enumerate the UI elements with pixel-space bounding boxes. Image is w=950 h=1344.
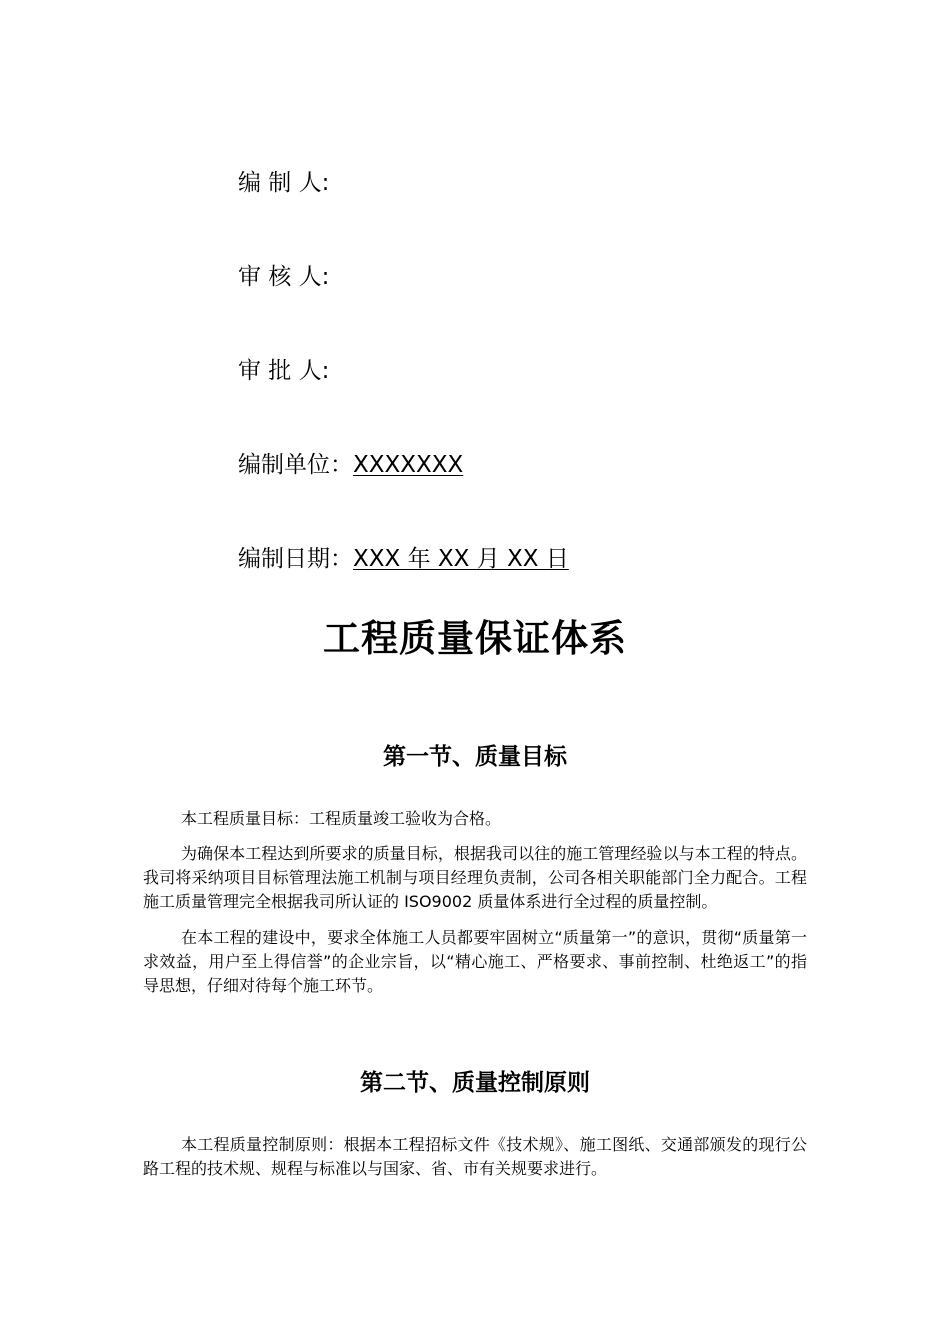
document-title: 工程质量保证体系: [323, 617, 627, 660]
section-heading-control-principles: 第二节、质量控制原则: [360, 1070, 590, 1096]
date-field: [238, 544, 569, 574]
compiler-field: [238, 168, 329, 198]
approver-field: [238, 356, 329, 386]
reviewer-label: 审 核 人:: [238, 264, 330, 290]
paragraph-control-principles: 本工程质量控制原则：根据本工程招标文件《技术规》、施工图纸、交通部颁发的现行公路工程的技术规、规程与标准以与国家、省、市有关规要求进行。: [143, 1135, 807, 1178]
unit-label: 编制单位：: [238, 452, 353, 478]
unit-value: XXXXXXX: [353, 452, 464, 478]
approver-label: 审 批 人:: [238, 358, 330, 384]
paragraph-quality-philosophy: 在本工程的建设中，要求全体施工人员都要牢固树立“质量第一”的意识，贯彻“质量第一求效益，用户至上得信誉”的企业宗旨，以“精心施工、严格要求、事前控制、杜绝返工”的指导思想，仔细对待每个施工环节。: [143, 928, 807, 995]
date-label: 编制日期：: [238, 546, 353, 572]
section-heading-quality-goal: 第一节、质量目标: [383, 744, 567, 770]
compiler-label: 编 制 人:: [238, 170, 330, 196]
unit-field: [238, 450, 463, 480]
date-value: XXX 年 XX 月 XX 日: [353, 546, 569, 572]
paragraph-quality-goal: 本工程质量目标：工程质量竣工验收为合格。: [181, 809, 502, 828]
reviewer-field: [238, 262, 329, 292]
paragraph-quality-measures: 为确保本工程达到所要求的质量目标，根据我司以往的施工管理经验以与本工程的特点。我司将采纳项目目标管理法施工机制与项目经理负责制，公司各相关职能部门全力配合。工程施工质量管理完全根据我司所认证的 ISO9002 质量体系进行全过程的质量控制。: [143, 844, 807, 911]
